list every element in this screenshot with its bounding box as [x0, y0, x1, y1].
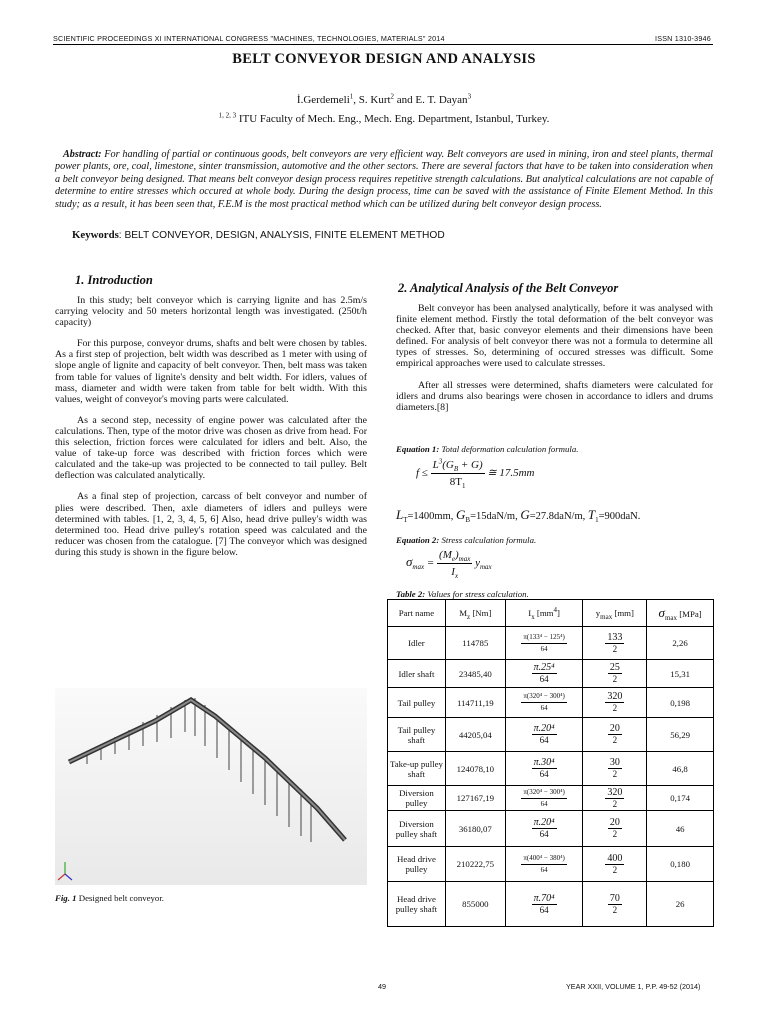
cell-sigma: 46	[647, 811, 714, 847]
table-2-caption: Table 2: Values for stress calculation.	[396, 589, 529, 599]
running-header: SCIENTIFIC PROCEEDINGS XI INTERNATIONAL CONGRESS "MACHINES, TECHNOLOGIES, MATERIALS" 2014	[53, 34, 445, 43]
table-row	[388, 882, 714, 927]
abstract-label: Abstract:	[63, 149, 102, 160]
cell-part: Idler shaft	[388, 660, 446, 688]
table-row	[388, 718, 714, 752]
cell-mz: 114785	[445, 627, 505, 660]
cell-ymax: $\frac{30}{2}$	[583, 752, 647, 786]
cell-sigma: 2,26	[647, 627, 714, 660]
issn: ISSN 1310-3946	[655, 34, 711, 43]
cell-part: Tail pulley	[388, 688, 446, 718]
table-row	[388, 688, 714, 718]
cell-ix: $\frac{\text{π.70⁴}}{64}$	[505, 882, 583, 927]
header-ymax: $y_{max}$ [mm]	[583, 600, 647, 627]
cell-ix: $\frac{\text{π.20⁴}}{64}$	[505, 811, 583, 847]
cell-ymax: $\frac{25}{2}$	[583, 660, 647, 688]
table-row	[388, 786, 714, 811]
cell-ymax: $\frac{400}{2}$	[583, 847, 647, 882]
header-part-name: Part name	[388, 600, 446, 627]
table-row	[388, 847, 714, 882]
stress-table	[387, 599, 714, 927]
cell-ix: $\frac{\text{π(320⁴ − 300⁴)}}{64}$	[505, 688, 583, 718]
cell-ymax: $\frac{133}{2}$	[583, 627, 647, 660]
paragraph: After all stresses were determined, shafts diameters were calculated for idlers and drums also bearings were chosen in accordance to idlers and drums diameters.[8]	[396, 379, 713, 413]
cell-part: Head drive pulley shaft	[388, 882, 446, 927]
cell-mz: 127167,19	[445, 786, 505, 811]
table-row	[388, 660, 714, 688]
cell-ix: $\frac{\text{π(400⁴ − 380⁴)}}{64}$	[505, 847, 583, 882]
belt-conveyor-figure	[55, 688, 367, 885]
cell-part: Diversion pulley	[388, 786, 446, 811]
paragraph: As a second step, necessity of engine power was calculated after the calculations. Then, type of the motor drive was chosen as drive from head. For this selection, friction forces were calculated for idlers and belt. Also, the value of take-up force was described with friction forces which were calculated and the take-up was projected to be connected to tail pulley. Belt deflection was calculated analytically.	[55, 414, 367, 482]
cell-ymax: $\frac{320}{2}$	[583, 786, 647, 811]
cell-mz: 23485,40	[445, 660, 505, 688]
cell-ix: $\frac{\text{π(320⁴ − 300⁴)}}{64}$	[505, 786, 583, 811]
abstract-text: For handling of partial or continuous goods, belt conveyors are very efficient way. Belt conveyors are used in mining, iron and steel plants, thermal power plants, ore, coal, limestone, sinter transmission, automotive and the other sectors. There are several factors that have to be taken into consideration when a belt conveyor being designed. That means belt conveyor design process requires repetitive strength calculations. But analytical calculations are not capable of determine to entire stresses which occured at whole body. During the design process, time can be saved with the assistance of Finite Element Method. In this study; as a result, it has been seen that, F.E.M is the most practical method which can be utilized during belt conveyor design process.	[55, 149, 713, 210]
equation-2-caption: Equation 2: Stress calculation formula.	[396, 535, 537, 545]
cell-part: Head drive pulley	[388, 847, 446, 882]
cell-part: Diversion pulley shaft	[388, 811, 446, 847]
paragraph: In this study; belt conveyor which is carrying lignite and has 2.5m/s carrying velocity and 50 meters horizontal length was investigated. (250t/h capacity)	[55, 295, 367, 329]
header-mz: $M_z$ [Nm]	[445, 600, 505, 627]
equation-1-values: $L_T=1400mm$, $G_B=15daN/m$, G=27.8daN/m, $T_1=900daN$.	[396, 507, 641, 525]
cell-sigma: 15,31	[647, 660, 714, 688]
affiliation: $^{1, 2, 3}$ ITU Faculty of Mech. Eng., Mech. Eng. Department, Istanbul, Turkey.	[218, 111, 550, 125]
table-body	[388, 627, 714, 927]
cell-sigma: 46,8	[647, 752, 714, 786]
cell-sigma: 0,174	[647, 786, 714, 811]
header-ix: $I_x$ $[mm^4]$	[505, 600, 583, 627]
cell-sigma: 26	[647, 882, 714, 927]
abstract	[55, 149, 713, 211]
cell-ix: $\frac{\text{π.30⁴}}{64}$	[505, 752, 583, 786]
cell-mz: 44205,04	[445, 718, 505, 752]
authors: İ.Gerdemeli$^1$, S. Kurt$^2$ and E. T. Dayan$^3$	[296, 92, 472, 106]
cell-ix: $\frac{\text{π(133⁴ − 125⁴)}}{64}$	[505, 627, 583, 660]
cell-sigma: 0,180	[647, 847, 714, 882]
table-row	[388, 811, 714, 847]
table-row	[388, 752, 714, 786]
cell-sigma: 56,29	[647, 718, 714, 752]
conveyor-drawing	[55, 688, 367, 885]
figure-1-caption: Fig. 1 Designed belt conveyor.	[55, 893, 164, 903]
cell-mz: 36180,07	[445, 811, 505, 847]
cell-mz: 114711,19	[445, 688, 505, 718]
cell-part: Idler	[388, 627, 446, 660]
cell-ix: $\frac{\text{π.25⁴}}{64}$	[505, 660, 583, 688]
keywords: Keywords: BELT CONVEYOR, DESIGN, ANALYSIS, FINITE ELEMENT METHOD	[72, 229, 445, 241]
equation-1-caption: Equation 1: Total deformation calculation formula.	[396, 444, 579, 454]
paragraph: For this purpose, conveyor drums, shafts and belt were chosen by tables. As a first step of projection, belt width was described as 1 meter with using of slope angle of lignite and capacity of belt conveyor. Then, belt mass was taken from table for values of lignite's density and belt width. For idlers, values of mass, diameter and width were taken from table for belt width. With this values, weight of conveyor's moving parts were calculated.	[55, 338, 367, 405]
cell-sigma: 0,198	[647, 688, 714, 718]
equation-1: f ≤ $\frac{L^3(G_B + G)}{8T_1}$ ≅ 17.5mm	[416, 457, 535, 491]
cell-part: Tail pulley shaft	[388, 718, 446, 752]
cell-ymax: $\frac{20}{2}$	[583, 718, 647, 752]
table-header-row	[388, 600, 714, 627]
cell-ymax: $\frac{320}{2}$	[583, 688, 647, 718]
header-rule	[53, 44, 713, 45]
cell-mz: 210222,75	[445, 847, 505, 882]
paper-title: BELT CONVEYOR DESIGN AND ANALYSIS	[232, 51, 536, 67]
section-2-body	[396, 303, 713, 423]
section-1-body	[55, 295, 367, 568]
volume-info: YEAR XXII, VOLUME 1, P.P. 49-52 (2014)	[566, 982, 701, 991]
cell-ymax: $\frac{20}{2}$	[583, 811, 647, 847]
section-1-heading: 1. Introduction	[75, 273, 153, 287]
cell-mz: 855000	[445, 882, 505, 927]
cell-ix: $\frac{\text{π.20⁴}}{64}$	[505, 718, 583, 752]
table-row	[388, 627, 714, 660]
paragraph: As a final step of projection, carcass of belt conveyor and number of plies were described. Then, axle diameters of idlers and pulleys were determined with tables. [1, 2, 3, 4, 5, 6] Also, head drive pulley's width was determined too. Head drive pulley's rotation speed was calculated and the reducer was chosen from the catalogue. [7] The conveyor which was designed during this study is shown in the figure below.	[55, 491, 367, 558]
cell-ymax: $\frac{70}{2}$	[583, 882, 647, 927]
equation-2: $\sigma_{max}$ = $\frac{(M_e)_{max}}{I_x}$ $y_{max}$	[406, 549, 492, 581]
paragraph: Belt conveyor has been analysed analytically, before it was analysed with finite element method. Firstly the total deformation of the belt conveyor was checked. After that, basic conveyor elements and their dimensions have been defined. For analysis of belt conveyor there was not a formula to determine all types of stresses. So, determining of occured stresses was difficult. Some empirical approaches were used to calculate stresses.	[396, 303, 713, 370]
section-2-heading: 2. Analytical Analysis of the Belt Conveyor	[398, 281, 619, 295]
cell-mz: 124078,10	[445, 752, 505, 786]
header-sigma: $\sigma_{max}$ [MPa]	[647, 600, 714, 627]
cell-part: Take-up pulley shaft	[388, 752, 446, 786]
page-number: 49	[378, 982, 386, 991]
